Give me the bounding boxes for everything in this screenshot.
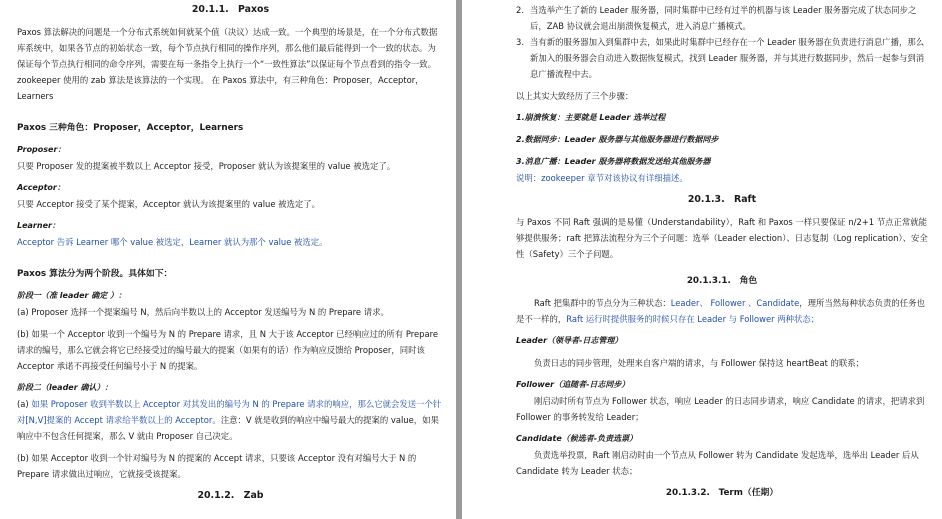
acceptor-label: Acceptor：	[17, 183, 65, 192]
list-item	[516, 34, 928, 82]
list-item-text: 当选举产生了新的 Leader 服务器，同时集群中已经有过半的机器与该 Leader 服务器完成了状态同步之后，ZAB 协议就会退出崩溃恢复模式，进入消息广播模式。	[530, 5, 917, 31]
raft-roles-prefix: Raft 把集群中的节点分为三种状态：	[534, 298, 671, 308]
phase2-item-a	[17, 396, 444, 444]
step-1: 1.崩溃恢复：主要就是 Leader 选举过程	[516, 113, 666, 122]
phase2-item-b: (b) 如果 Acceptor 收到一个针对编号为 N 的提案的 Accept 请求，只要该 Acceptor 没有对编号大于 N 的 Prepare 请求做出过响应，它就接受该提案。	[17, 453, 417, 479]
leader-label: Leader（领导者-日志管理）	[516, 336, 623, 345]
subsection-heading-roles: 20.1.3.1. 角色	[686, 276, 758, 286]
section-heading-raft: 20.1.3. Raft	[687, 194, 757, 205]
step-3: 3.消息广播：Leader 服务器将数据发送给其他服务器	[516, 157, 711, 166]
section-heading-paxos: 20.1.1. Paxos	[191, 4, 270, 15]
proposer-label: Proposer：	[17, 145, 66, 154]
follower-text: 刚启动时所有节点为 Follower 状态，响应 Leader 的日志同步请求，响应 Candidate 的请求，把请求到 Follower 的事务转发给 Leader；	[516, 396, 925, 422]
subsection-heading-term: 20.1.3.2. Term（任期）	[665, 488, 779, 498]
phase1-label: 阶段一（准 leader 确定 ）：	[17, 291, 127, 300]
raft-roles-paragraph	[516, 295, 928, 327]
document-page-right	[462, 0, 942, 519]
steps-intro: 以上其实大致经历了三个步骤：	[516, 91, 634, 101]
phase1-item-a: (a) Proposer 选择一个提案编号 N，然后向半数以上的 Acceptor 发送编号为 N 的 Prepare 请求。	[17, 307, 389, 317]
paxos-phases-heading: Paxos 算法分为两个阶段。具体如下：	[17, 269, 173, 279]
phase2-item-a-rest: 注意：V 就是收到的响应中编号最大的提案的 value，如果响应中不包含任何提案，那么 V 就由 Proposer 自己决定。	[17, 415, 439, 441]
candidate-text: 负责选举投票，Raft 刚启动时由一个节点从 Follower 转为 Candidate 发起选举，选举出 Leader 后从 Candidate 转为 Leader 状态；	[516, 450, 919, 476]
list-item	[516, 2, 928, 34]
phase1-item-b: (b) 如果一个 Acceptor 收到一个编号为 N 的 Prepare 请求，且 N 大于该 Acceptor 已经响应过的所有 Prepare 请求的编号，那么它就会将它已经接受过的编号最大的提案（如果有的话）作为响应反馈给 Proposer，同时该 Acceptor 承诺不再接受任何编号小于 N 的提案。	[17, 329, 439, 371]
leader-text: 负责日志的同步管理，处理来自客户端的请求，与 Follower 保持这 heartBeat 的联系；	[534, 358, 865, 368]
list-item-text: 当有新的服务器加入到集群中去，如果此时集群中已经存在一个 Leader 服务器在负责进行消息广播，那么新加入的服务器会自动进入数据恢复模式，找到 Leader 服务器，并与其进行数据同步，然后一起参与到消息广播流程中去。	[530, 37, 925, 79]
raft-roles-runtime-note: Raft 运行时提供服务的时候只存在 Leader 与 Follower 两种状态；	[566, 314, 820, 324]
raft-roles-states: Leader、 Follower 、Candidate	[670, 298, 800, 308]
phase2-item-a-prefix: (a)	[17, 399, 32, 409]
learner-label: Learner：	[17, 221, 60, 230]
follower-label: Follower（追随者-日志同步）	[516, 380, 630, 389]
proposer-text: 只要 Proposer 发的提案被半数以上 Acceptor 接受，Proposer 就认为该提案里的 value 被选定了。	[17, 161, 396, 171]
zab-note: 说明：zookeeper 章节对该协议有详细描述。	[516, 173, 688, 183]
paxos-intro-paragraph: Paxos 算法解决的问题是一个分布式系统如何就某个值（决议）达成一致。一个典型的场景是，在一个分布式数据库系统中，如果各节点的初始状态一致，每个节点执行相同的操作序列，那么他们最后能得到一个一致的状态。为保证每个节点执行相同的命令序列，需要在每一条指令上执行一个“一致性算法”以保证每个节点看到的指令一致。zookeeper 使用的 zab 算法是该算法的一个实现。 在 Paxos 算法中，有三种角色：Proposer，Acceptor，Learners	[17, 27, 438, 101]
raft-intro-paragraph: 与 Paxos 不同 Raft 强调的是易懂（Understandability），Raft 和 Paxos 一样只要保证 n/2+1 节点正常就能够提供服务；raft 把算法流程分为三个子问题：选举（Leader election）、日志复制（Log replication）、安全性（Safety）三个子问题。	[516, 217, 928, 259]
document-page-left	[0, 0, 456, 519]
step-2: 2.数据同步：Leader 服务器与其他服务器进行数据同步	[516, 135, 719, 144]
candidate-label: Candidate（候选者-负责选票）	[516, 434, 638, 443]
paxos-roles-heading: Paxos 三种角色：Proposer，Acceptor，Learners	[17, 123, 244, 133]
raft-roles-mid: ，理所当然每种状态负责的任务也是不一样的，	[516, 298, 925, 324]
learner-text: Acceptor 告诉 Learner 哪个 value 被选定，Learner 就认为那个 value 被选定。	[17, 237, 328, 247]
section-heading-zab: 20.1.2. Zab	[197, 490, 264, 501]
phase2-label: 阶段二（leader 确认）：	[17, 383, 113, 392]
list-item-number: 2.	[516, 5, 524, 15]
phase2-item-a-highlight: 如果 Proposer 收到半数以上 Acceptor 对其发出的编号为 N 的 Prepare 请求的响应，那么它就会发送一个针对[N,V]提案的 Accept 请求给半数以上的 Acceptor。	[17, 399, 442, 425]
list-item-number: 3.	[516, 37, 524, 47]
acceptor-text: 只要 Acceptor 接受了某个提案，Acceptor 就认为该提案里的 value 被选定了。	[17, 199, 321, 209]
